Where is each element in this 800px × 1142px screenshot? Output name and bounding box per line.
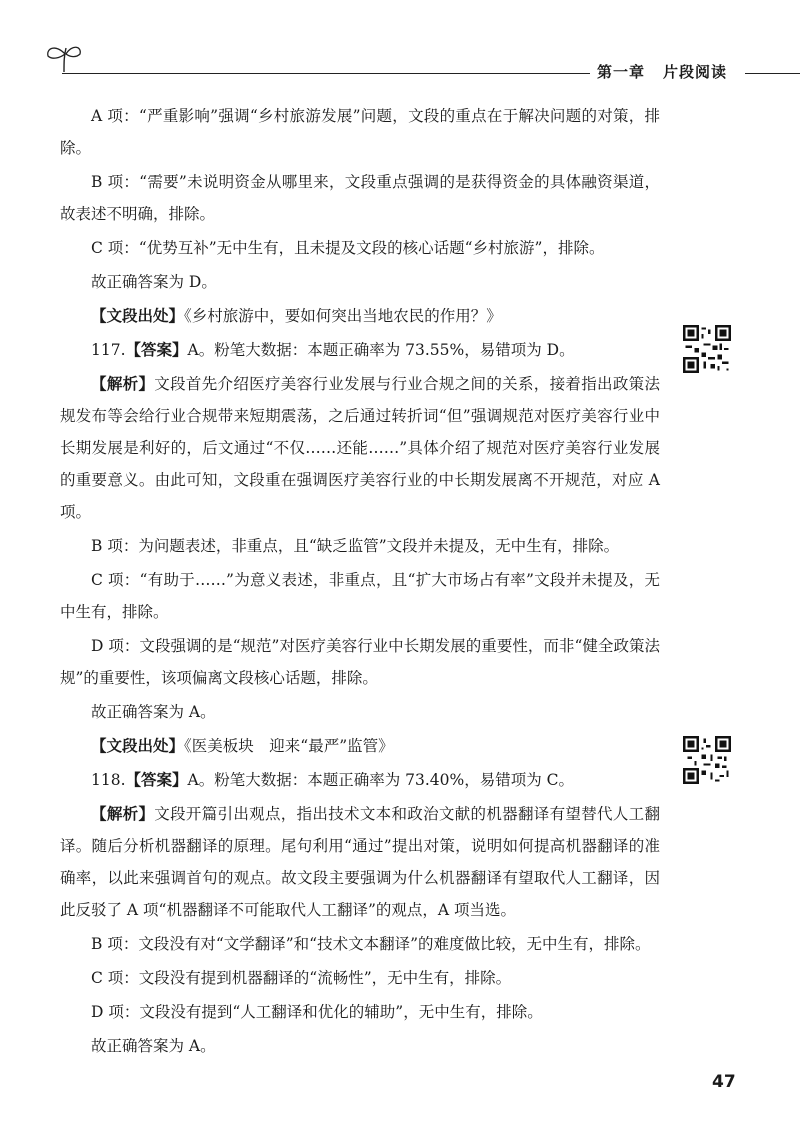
paragraph: B 项：为问题表述，非重点，且“缺乏监管”文段并未提及，无中生有，排除。: [91, 537, 620, 555]
question-number: 117.: [91, 341, 126, 359]
leaf-ornament-icon: [44, 40, 84, 74]
source-tag: 【文段出处】: [91, 307, 185, 325]
paragraph: B 项：“需要”未说明资金从哪里来，文段重点强调的是获得资金的具体融资渠道，故表述不明确，排除。: [60, 173, 660, 223]
paragraph: C 项：“有助于……”为意义表述，非重点，且“扩大市场占有率”文段并未提及，无中生有，排除。: [60, 571, 660, 621]
page-number: 47: [712, 1072, 736, 1092]
paragraph: D 项：文段没有提到“人工翻译和优化的辅助”，无中生有，排除。: [91, 1003, 543, 1021]
qr-code-icon[interactable]: [683, 736, 731, 784]
qr-code-icon[interactable]: [683, 325, 731, 373]
section-label: 片段阅读: [663, 63, 728, 81]
page-header: [0, 0, 800, 80]
source-paragraph: 【文段出处】《医美板块 迎来“最严”监管》: [91, 737, 394, 755]
answer-tag: 【答案】: [125, 771, 188, 789]
question-number: 118.: [91, 771, 126, 789]
paragraph: 故正确答案为 D。: [91, 273, 217, 291]
paragraph: 故正确答案为 A。: [91, 1037, 216, 1055]
paragraph: C 项：“优势互补”无中生有，且未提及文段的核心话题“乡村旅游”，排除。: [91, 239, 605, 257]
chapter-heading: [597, 61, 727, 82]
analysis-tag: 【解析】: [91, 375, 155, 393]
paragraph: D 项：文段强调的是“规范”对医疗美容行业中长期发展的重要性，而非“健全政策法规”的重要性，该项偏离文段核心话题，排除。: [60, 637, 660, 687]
answer-paragraph: 117.【答案】A。粉笔大数据：本题正确率为 73.55%，易错项为 D。: [91, 341, 575, 359]
source-paragraph: 【文段出处】《乡村旅游中，要如何突出当地农民的作用？》: [91, 307, 502, 325]
answer-tag: 【答案】: [125, 341, 188, 359]
page-body: [60, 100, 660, 1064]
source-tag: 【文段出处】: [91, 737, 185, 755]
analysis-paragraph: 【解析】文段首先介绍医疗美容行业发展与行业合规之间的关系，接着指出政策法规发布等会给行业合规带来短期震荡，之后通过转折词“但”强调规范对医疗美容行业中长期发展是利好的，后文通过“不仅……还能……”具体介绍了规范对医疗美容行业发展的重要意义。由此可知，文段重在强调医疗美容行业的中长期发展离不开规范，对应 A 项。: [60, 375, 660, 521]
answer-paragraph: 118.【答案】A。粉笔大数据：本题正确率为 73.40%，易错项为 C。: [91, 771, 575, 789]
paragraph: A 项：“严重影响”强调“乡村旅游发展”问题，文段的重点在于解决问题的对策，排除。: [60, 107, 660, 157]
header-rule: [62, 73, 590, 74]
analysis-paragraph: 【解析】文段开篇引出观点，指出技术文本和政治文献的机器翻译有望替代人工翻译。随后分析机器翻译的原理。尾句利用“通过”提出对策，说明如何提高机器翻译的准确率，以此来强调首句的观点。故文段主要强调为什么机器翻译有望取代人工翻译，因此反驳了 A 项“机器翻译不可能取代人工翻译”的观点，A 项当选。: [60, 805, 660, 919]
chapter-label: 第一章: [597, 63, 646, 81]
paragraph: B 项：文段没有对“文学翻译”和“技术文本翻译”的难度做比较，无中生有，排除。: [91, 935, 651, 953]
paragraph: 故正确答案为 A。: [91, 703, 216, 721]
header-rule-right: [745, 73, 800, 74]
analysis-tag: 【解析】: [91, 805, 155, 823]
paragraph: C 项：文段没有提到机器翻译的“流畅性”，无中生有，排除。: [91, 969, 512, 987]
